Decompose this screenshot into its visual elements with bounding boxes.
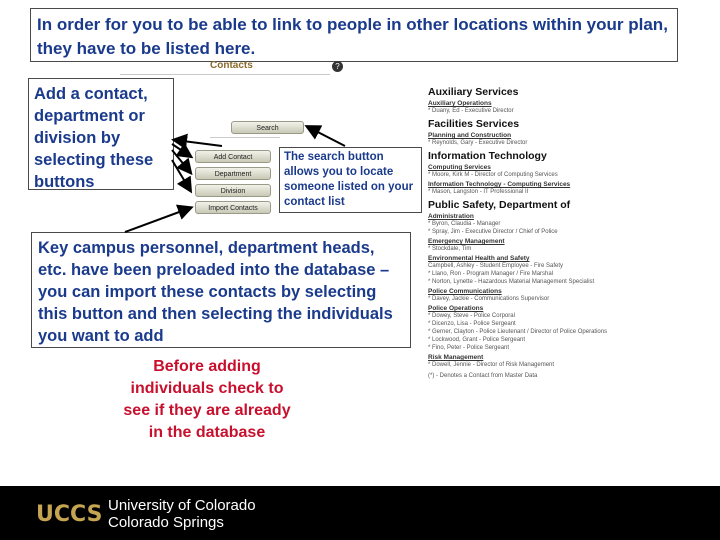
directory-section [428, 118, 713, 147]
arrow-to-division [172, 160, 190, 190]
contact-entry[interactable]: * Mason, Langston - IT Professional II [428, 189, 529, 195]
arrow-to-import [125, 208, 190, 232]
search-divider [210, 137, 280, 138]
division-button[interactable]: Division [195, 184, 271, 197]
group-link[interactable]: Environmental Health and Safety [428, 255, 530, 262]
contact-entry[interactable]: * Lockwood, Grant - Police Sergeant [428, 337, 526, 343]
directory-section [428, 150, 713, 196]
section-heading: Auxiliary Services [428, 86, 519, 98]
footer-bar [0, 486, 720, 540]
contacts-title: Contacts [210, 60, 253, 71]
directory-footnote: (*) - Denotes a Contact from Master Data [428, 373, 538, 379]
search-button[interactable]: Search [231, 121, 304, 134]
contacts-panel-header [120, 60, 380, 80]
directory-section [428, 199, 713, 369]
directory-section [428, 86, 713, 115]
contact-entry[interactable]: * Moore, Kirk M - Director of Computing Services [428, 172, 558, 178]
university-name-line2: Colorado Springs [108, 514, 224, 531]
contact-entry[interactable]: * Norton, Lynette - Hazardous Material Management Specialist [428, 279, 595, 285]
import-contacts-button[interactable]: Import Contacts [195, 201, 271, 214]
contact-entry[interactable]: * Fino, Peter - Police Sergeant [428, 345, 510, 351]
contact-entry[interactable]: * Byron, Claudia - Manager [428, 221, 501, 227]
contact-entry[interactable]: * Gerner, Clayton - Police Lieutenant / Director of Police Operations [428, 329, 608, 335]
group-link[interactable]: Planning and Construction [428, 132, 512, 139]
arrow-to-add-contact [172, 144, 190, 156]
add-contact-button[interactable]: Add Contact [195, 150, 271, 163]
contact-directory [428, 86, 713, 474]
section-heading: Information Technology [428, 150, 547, 162]
search-callout: The search button allows you to locate someone listed on your contact list [279, 147, 422, 213]
contact-entry[interactable]: * Dowey, Steve - Police Corporal [428, 313, 515, 319]
contact-entry[interactable]: * Stockdale, Tim [428, 246, 472, 252]
contact-entry[interactable]: * Spray, Jim - Executive Director / Chief of Police [428, 229, 558, 235]
arrow-to-search [308, 127, 345, 146]
group-link[interactable]: Emergency Management [428, 238, 505, 245]
contact-entry[interactable]: * Duany, Ed - Executive Director [428, 108, 514, 114]
import-callout: Key campus personnel, department heads, etc. have been preloaded into the database – you can import these contacts by selecting this button and then selecting the individuals you want to add [31, 232, 411, 348]
group-link[interactable]: Computing Services [428, 164, 491, 171]
university-name-line1: University of Colorado [108, 497, 256, 514]
contacts-divider [120, 74, 330, 75]
contact-entry[interactable]: Campbell, Ashley - Student Employee - Fire Safety [428, 263, 564, 269]
group-link[interactable]: Administration [428, 213, 474, 220]
contact-entry[interactable]: * Dicenzo, Lisa - Police Sergeant [428, 321, 516, 327]
help-icon[interactable]: ? [332, 61, 343, 72]
add-buttons-callout: Add a contact, department or division by selecting these buttons [28, 78, 174, 190]
arrow-to-search-divider [175, 140, 222, 146]
uccs-logo: UCCS [36, 502, 103, 527]
department-button[interactable]: Department [195, 167, 271, 180]
check-database-note: Before adding individuals check to see if they are already in the database [123, 358, 291, 441]
contact-entry[interactable]: * Llano, Ron - Program Manager / Fire Marshal [428, 271, 554, 277]
group-link[interactable]: Police Operations [428, 305, 484, 312]
top-callout: In order for you to be able to link to people in other locations within your plan, they have to be listed here. [30, 8, 678, 62]
group-link[interactable]: Information Technology - Computing Services [428, 181, 571, 188]
group-link[interactable]: Risk Management [428, 354, 484, 361]
contact-entry[interactable]: * Dowell, Jennie - Director of Risk Management [428, 362, 555, 368]
group-link[interactable]: Auxiliary Operations [428, 100, 492, 107]
section-heading: Public Safety, Department of [428, 199, 571, 211]
contact-entry[interactable]: * Reynolds, Gary - Executive Director [428, 140, 528, 146]
arrow-to-department [172, 150, 190, 172]
contact-entry[interactable]: * Davey, Jackie - Communications Supervisor [428, 296, 550, 302]
section-heading: Facilities Services [428, 118, 520, 130]
group-link[interactable]: Police Communications [428, 288, 502, 295]
